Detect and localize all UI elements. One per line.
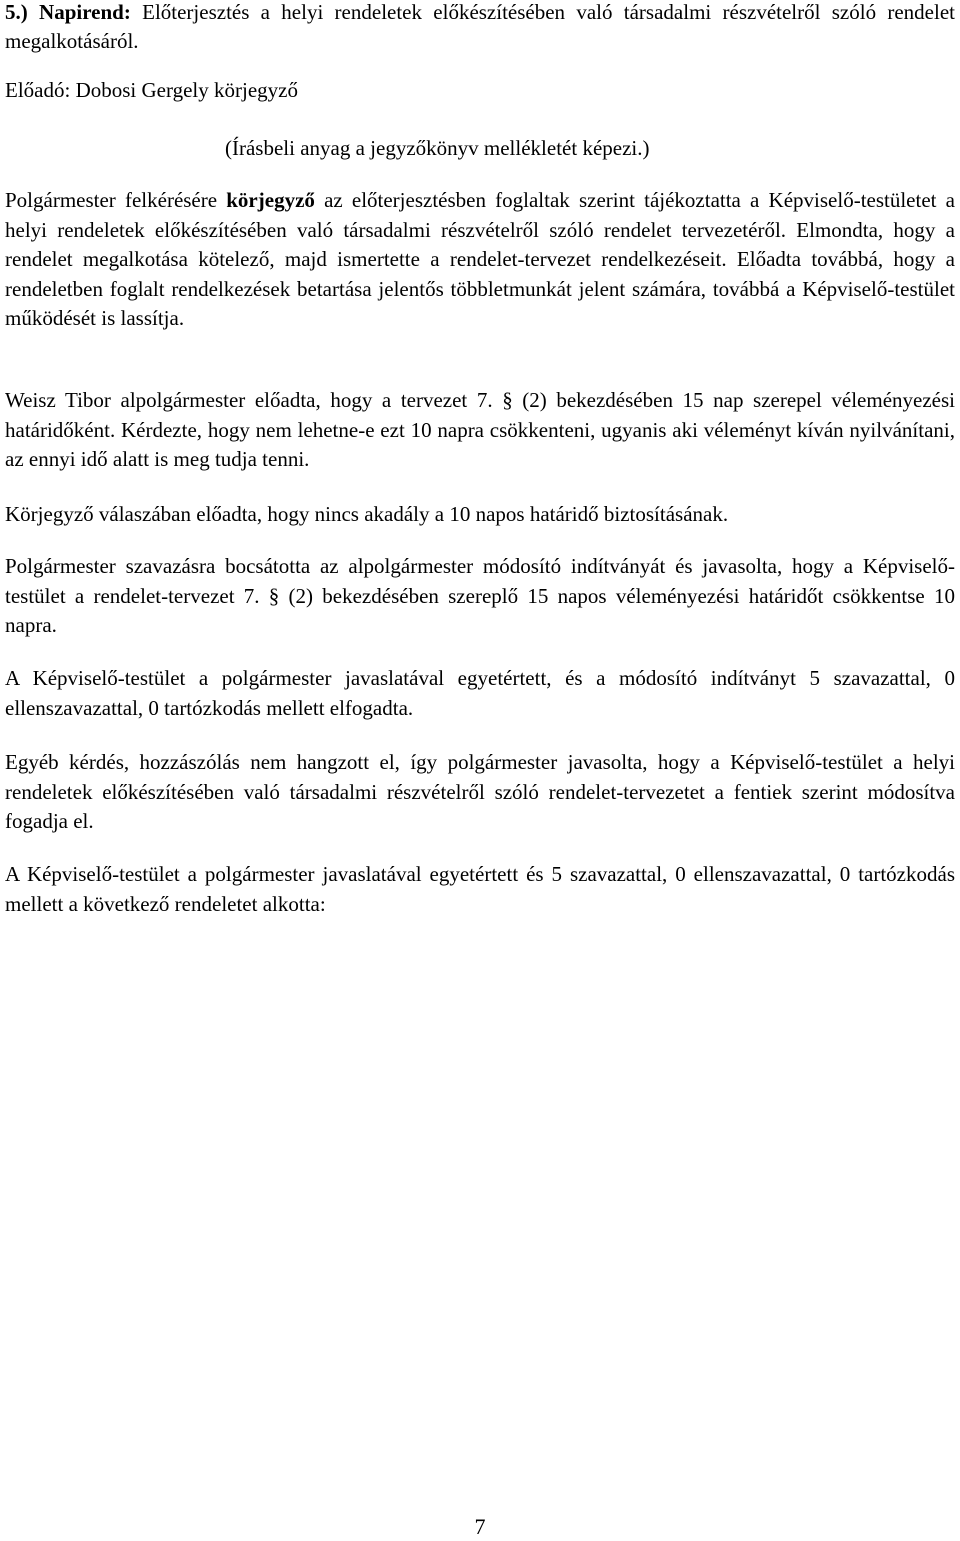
paragraph-1-bold: körjegyző (226, 188, 315, 212)
agenda-number: 5.) Napirend: (5, 0, 131, 24)
presenter-line: Előadó: Dobosi Gergely körjegyző (5, 78, 298, 102)
paragraph-3: Körjegyző válaszában előadta, hogy nincs akadály a 10 napos határidő biztosításának. (5, 502, 729, 526)
paragraph-1-text-b: az előterjesztésben foglaltak szerint tájékoztatta a Képviselő-testületet a helyi rendeletek előkészítésében való társadalmi részvételről szóló rendelet tervezetéről. Elmondta, hogy a rendelet megalkotása kötelező, majd ismertette a rendelet-tervezet rendelkezéseit. Előadta továbbá, hogy a rendeletben foglalt rendelkezések betartása jelentős többletmunkát jelent számára, továbbá a Képviselő-testület működését is lassítja. (5, 188, 955, 330)
agenda-heading (5, 0, 955, 56)
paragraph-2: Weisz Tibor alpolgármester előadta, hogy a tervezet 7. § (2) bekezdésében 15 nap szerepel véleményezési határidőként. Kérdezte, hogy nem lehetne-e ezt 10 napra csökkenteni, ugyanis aki véleményt kíván nyilvánítani, az ennyi idő alatt is meg tudja tenni. (5, 388, 955, 471)
attachment-note: (Írásbeli anyag a jegyzőkönyv mellékletét képezi.) (225, 136, 650, 160)
paragraph-7: A Képviselő-testület a polgármester javaslatával egyetértett és 5 szavazattal, 0 ellenszavazattal, 0 tartózkodás mellett a következő rendeletet alkotta: (5, 862, 955, 916)
paragraph-1 (5, 186, 955, 334)
page-number: 7 (474, 1514, 486, 1539)
paragraph-6: Egyéb kérdés, hozzászólás nem hangzott el, így polgármester javasolta, hogy a Képviselő-testület a helyi rendeletek előkészítésében való társadalmi részvételről szóló rendelet-tervezetet a fentiek szerint módosítva fogadja el. (5, 750, 955, 833)
paragraph-1-text-a: Polgármester felkérésére (5, 188, 227, 212)
paragraph-5: A Képviselő-testület a polgármester javaslatával egyetértett, és a módosító indítványt 5 szavazattal, 0 ellenszavazattal, 0 tartózkodás mellett elfogadta. (5, 666, 955, 720)
agenda-title: Előterjesztés a helyi rendeletek előkészítésében való társadalmi részvételről szóló rendelet megalkotásáról. (5, 0, 955, 53)
paragraph-4: Polgármester szavazásra bocsátotta az alpolgármester módosító indítványát és javasolta, hogy a Képviselő-testület a rendelet-tervezet 7. § (2) bekezdésében szereplő 15 napos véleményezési határidőt csökkentse 10 napra. (5, 554, 955, 637)
